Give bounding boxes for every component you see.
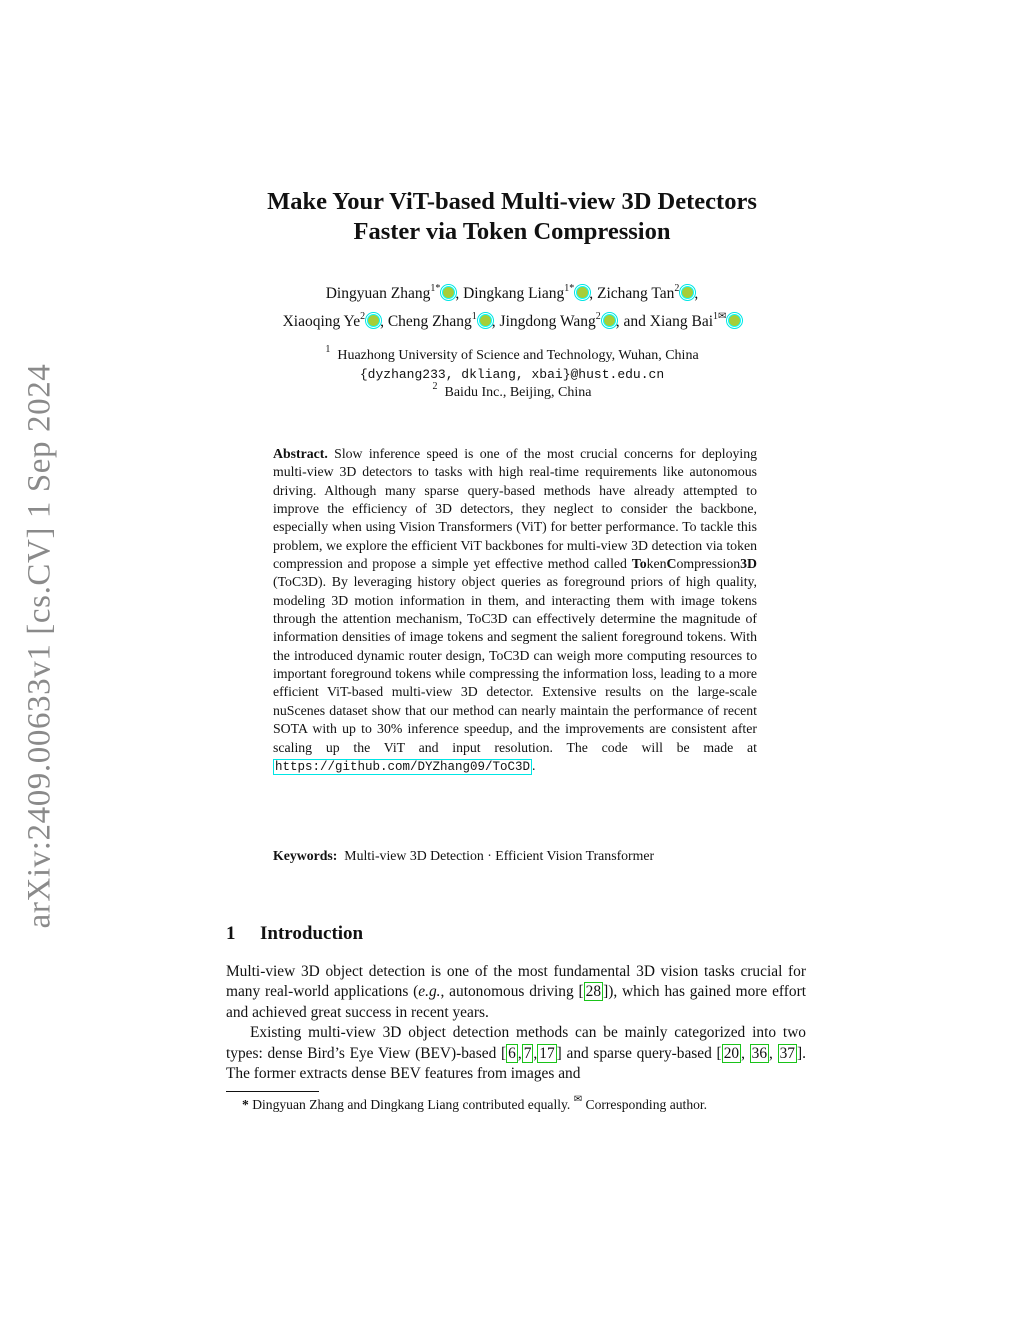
author-list — [0, 280, 1024, 336]
abstract-text-b: (ToC3D). By leveraging history object queries as foreground priors of high quality, modeling 3D motion information in them, and interacting them with image tokens through the attention mechanism, ToC3D can effectively determine the magnitude of information densities of image tokens and segment the salient foreground tokens. With the introduced dynamic router design, ToC3D can weigh more computing resources to important foreground tokens while compressing the information loss, leading to a more efficient ViT-based multi-view 3D detector. Extensive results on the large-scale nuScenes dataset show that our method can nearly maintain the performance of recent SOTA with up to 30% inference speedup, and the improvements are consistent after scaling up the ViT and input resolution. The code will be made at — [273, 574, 757, 755]
author-sup: 1 — [471, 311, 477, 322]
footnote-rule — [226, 1091, 319, 1092]
author-name: Dingkang Liang — [463, 285, 565, 302]
author-sep: , — [694, 285, 699, 302]
abstract-text-a: Slow inference speed is one of the most crucial concerns for deploying multi-view 3D detectors to tasks with high real-time requirements like autonomous driving. Although many sparse query-based methods have already attempted to improve the efficiency of 3D detectors, they neglect to consider the backbone, especially when using Vision Transformers (ViT) for better performance. To tackle this problem, we explore the efficient ViT backbones for multi-view 3D detection via token compression and propose a simple yet effective method called — [273, 446, 758, 572]
footnote-text: Corresponding author. — [582, 1097, 708, 1112]
author-name: Zichang Tan — [597, 285, 675, 302]
arxiv-id-text: arXiv:2409.00633v1 [cs.CV] 1 Sep 2024 — [21, 363, 58, 928]
author-name: Jingdong Wang — [499, 313, 596, 330]
citation-link[interactable]: 20 — [723, 1044, 740, 1062]
abstract — [273, 445, 757, 776]
text-run: and sparse query-based — [561, 1044, 717, 1062]
text-run: Existing multi-view 3D object detection methods can be mainly categorized into two types: dense Bird’s Eye View (BEV)-based — [226, 1024, 806, 1062]
author-sup: 2 — [595, 311, 601, 322]
affil-text: Baidu Inc., Beijing, China — [444, 385, 592, 400]
author-name: Xiang Bai — [649, 313, 714, 330]
author-sep: , and — [615, 313, 650, 330]
text-run: . The former extracts dense BEV features from images and — [226, 1044, 806, 1083]
orcid-icon[interactable] — [442, 286, 455, 299]
title-line-1: Make Your ViT-based Multi-view 3D Detectors — [267, 188, 757, 215]
affiliation-1 — [0, 344, 1024, 366]
orcid-icon[interactable] — [367, 314, 380, 327]
keywords — [273, 848, 763, 864]
affiliations — [0, 344, 1024, 403]
orcid-icon[interactable] — [603, 314, 616, 327]
method-name-part: To — [631, 556, 647, 572]
author-sup: 1* — [564, 283, 575, 294]
arxiv-identifier — [10, 363, 70, 928]
text-run: ), which has gained more effort and achieved great success in recent years. — [226, 983, 806, 1021]
abstract-end: . — [532, 757, 536, 773]
section-heading — [226, 923, 363, 945]
code-url-link[interactable]: https://github.com/DYZhang09/ToC3D — [275, 759, 531, 774]
text-run: , autonomous driving — [440, 983, 579, 1001]
envelope-icon: ✉ — [573, 1094, 583, 1105]
orcid-icon[interactable] — [479, 314, 492, 327]
author-sup: 2 — [360, 311, 366, 322]
affil-num: 1 — [325, 344, 331, 355]
author-sep: , — [455, 285, 464, 302]
footnote — [226, 1096, 816, 1114]
footnote-star: * — [242, 1097, 249, 1112]
abstract-label: Abstract. — [273, 446, 328, 461]
intro-paragraph-2: Existing multi-view 3D object detection methods can be mainly categorized into two types: dense Bird’s Eye View (BEV)-based [ 6 , 7 , 17 ] and sparse query-based [ 20 , 36 , 37 ]. The former extracts dense BEV features from images and — [226, 1024, 806, 1083]
author-sep: , — [491, 313, 500, 330]
author-line-2 — [0, 308, 1024, 336]
author-emails: {dyzhang233, dkliang, xbai}@hust.edu.cn — [359, 366, 665, 382]
paper-title — [0, 187, 1024, 247]
author-sep: , — [589, 285, 597, 302]
citation-link[interactable]: 36 — [751, 1044, 768, 1062]
title-line-2: Faster via Token Compression — [353, 218, 671, 245]
author-sep: , — [380, 313, 388, 330]
citation-link[interactable]: 17 — [539, 1044, 555, 1062]
intro-body — [226, 962, 806, 1084]
keywords-text: Multi-view 3D Detection · Efficient Vision Transformer — [344, 848, 655, 863]
orcid-icon[interactable] — [681, 286, 694, 299]
author-name: Dingyuan Zhang — [325, 285, 431, 302]
citation-link[interactable]: 37 — [779, 1044, 795, 1062]
text-run: Multi-view 3D object detection is one of the most fundamental 3D vision tasks crucial for many real-world applications ( — [226, 963, 806, 1001]
citation-link[interactable]: 6 — [508, 1044, 516, 1062]
author-name: Cheng Zhang — [387, 313, 472, 330]
method-name-part: ken — [646, 556, 667, 572]
text-run: e.g. — [418, 983, 441, 1001]
method-name-part: C — [666, 556, 677, 572]
section-title: Introduction — [260, 923, 364, 944]
author-sup: 2 — [674, 283, 680, 294]
affiliation-2 — [0, 381, 1024, 403]
citation-link[interactable]: 7 — [523, 1044, 532, 1062]
section-number: 1 — [226, 923, 236, 944]
author-name: Xiaoqing Ye — [282, 313, 361, 330]
footnote-text: Dingyuan Zhang and Dingkang Liang contributed equally. — [248, 1097, 574, 1112]
orcid-icon[interactable] — [576, 286, 589, 299]
intro-paragraph-1: Multi-view 3D object detection is one of the most fundamental 3D vision tasks crucial for many real-world applications (e.g., autonomous driving [ 28 ]), which has gained more effort and achieved great success in recent years. — [226, 963, 806, 1021]
affil-num: 2 — [432, 381, 438, 392]
method-name-part: 3D — [740, 556, 757, 572]
orcid-icon[interactable] — [728, 314, 741, 327]
keywords-label: Keywords: — [273, 848, 338, 863]
author-sup: 1✉ — [713, 311, 727, 322]
method-name-part: ompression — [676, 556, 741, 572]
affil-text: Huazhong University of Science and Technology, Wuhan, China — [337, 348, 699, 363]
author-line-1 — [0, 280, 1024, 308]
citation-link[interactable]: 28 — [585, 983, 602, 1001]
author-sup: 1* — [430, 283, 441, 294]
